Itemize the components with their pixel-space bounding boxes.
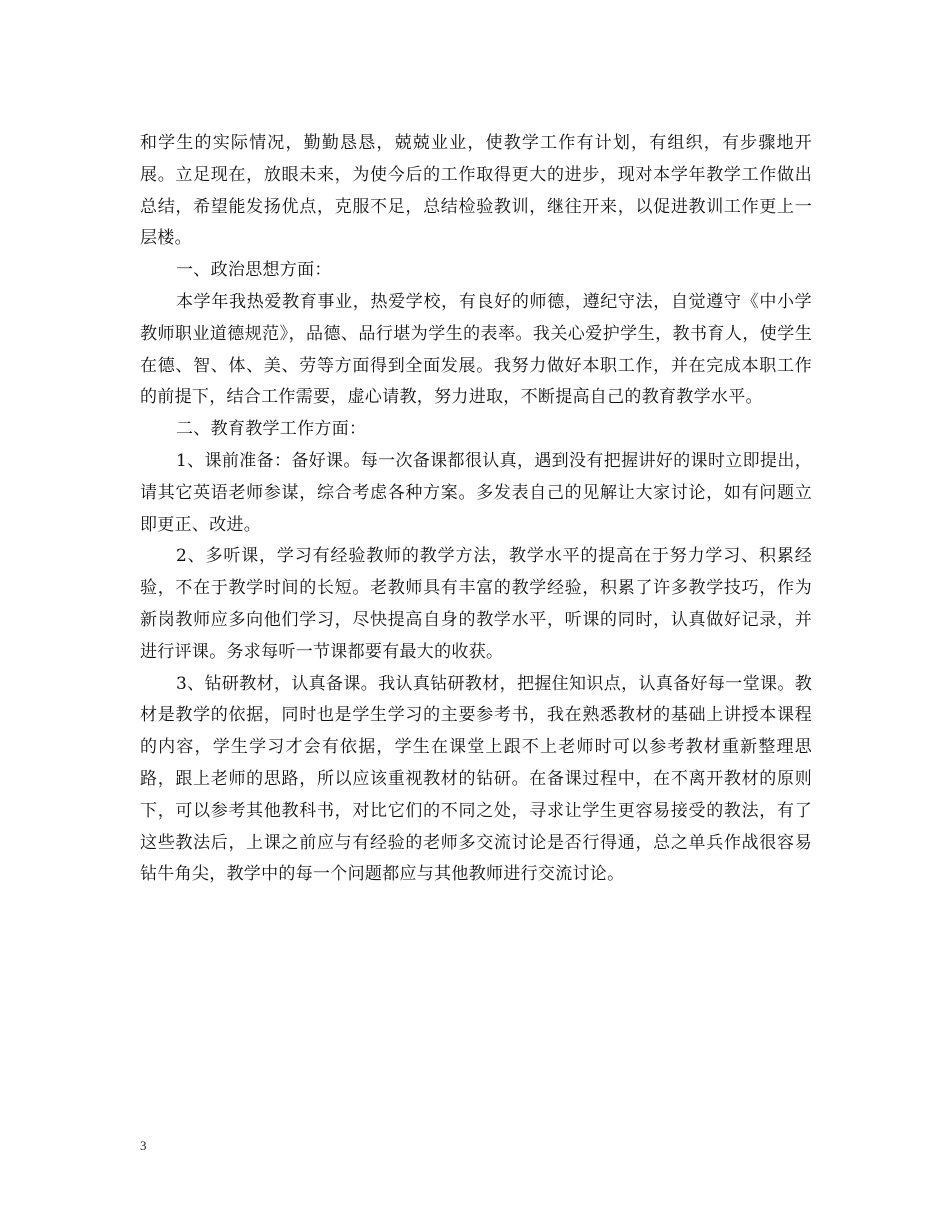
document-body (140, 128, 812, 891)
paragraph-item-2: 2、多听课，学习有经验教师的教学方法，教学水平的提高在于努力学习、积累经验，不在于教学时间的长短。老教师具有丰富的教学经验，积累了许多教学技巧，作为新岗教师应多向他们学习，尽快提高自身的教学水平，听课的同时，认真做好记录，并进行评课。务求每听一节课都要有最大的收获。 (140, 546, 812, 662)
paragraph-intro-continuation: 和学生的实际情况，勤勤恳恳，兢兢业业，使教学工作有计划，有组织，有步骤地开展。立足现在，放眼未来，为使今后的工作取得更大的进步，现对本学年教学工作做出总结，希望能发扬优点，克服不足，总结检验教训，继往开来，以促进教训工作更上一层楼。 (140, 133, 812, 249)
paragraph-item-3: 3、钻研教材，认真备课。我认真钻研教材，把握住知识点，认真备好每一堂课。教材是教学的依据，同时也是学生学习的主要参考书，我在熟悉教材的基础上讲授本课程的内容，学生学习才会有依据，学生在课堂上跟不上老师时可以参考教材重新整理思路，跟上老师的思路，所以应该重视教材的钻研。在备课过程中，在不离开教材的原则下，可以参考其他教科书，对比它们的不同之处，寻求让学生更容易接受的教法，有了这些教法后，上课之前应与有经验的老师多交流讨论是否行得通，总之单兵作战很容易钻牛角尖，教学中的每一个问题都应与其他教师进行交流讨论。 (140, 673, 812, 885)
page-number: 3 (140, 1138, 147, 1153)
section-heading-political: 一、政治思想方面： (176, 260, 332, 281)
paragraph-item-1: 1、课前准备：备好课。每一次备课都很认真，遇到没有把握讲好的课时立即提出，请其它英语老师参谋，综合考虑各种方案。多发表自己的见解让大家讨论，如有问题立即更正、改进。 (140, 450, 812, 535)
section-heading-teaching: 二、教育教学工作方面： (176, 419, 367, 440)
paragraph-political: 本学年我热爱教育事业，热爱学校，有良好的师德，遵纪守法，自觉遵守《中小学教师职业道德规范》，品德、品行堪为学生的表率。我关心爱护学生，教书育人，使学生在德、智、体、美、劳等方面得到全面发展。我努力做好本职工作，并在完成本职工作的前提下，结合工作需要，虚心请教，努力进取，不断提高自己的教育教学水平。 (140, 291, 812, 408)
